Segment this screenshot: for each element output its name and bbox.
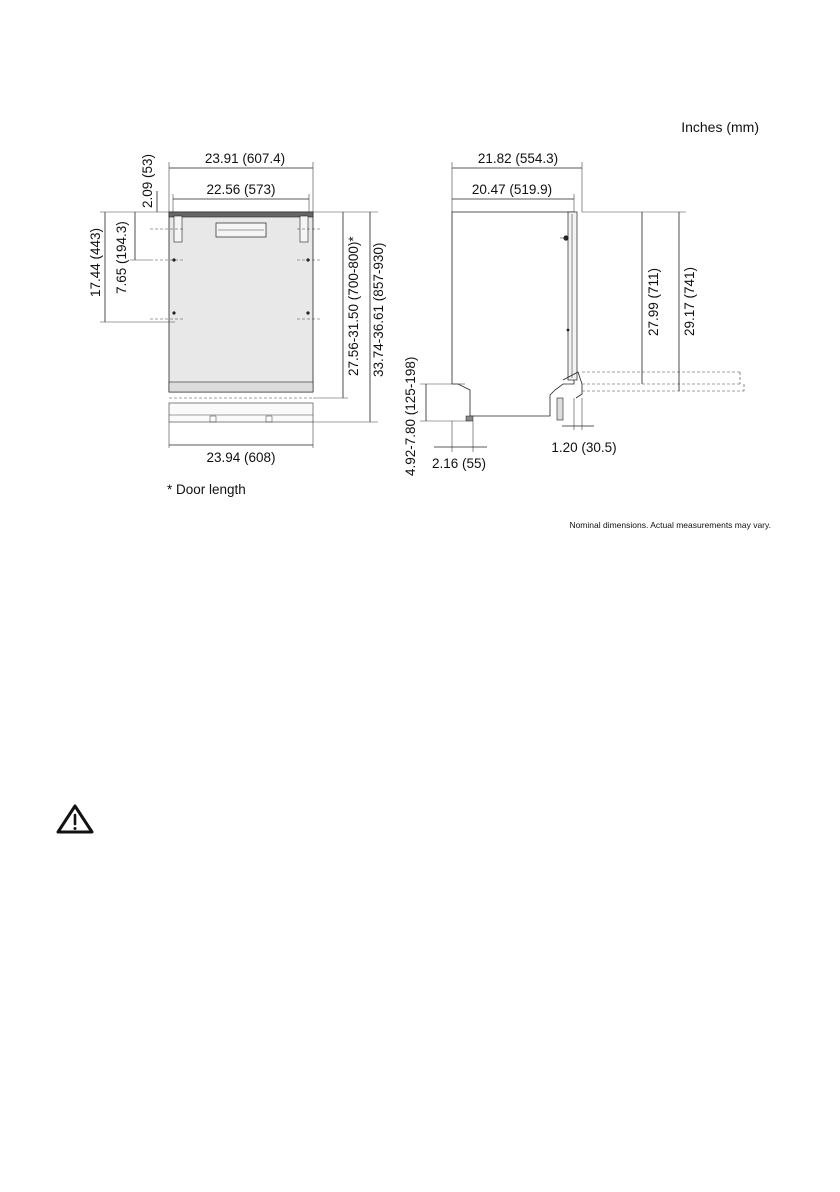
warning-triangle-icon: [58, 806, 92, 832]
front-bottom-width: 23.94 (608): [206, 450, 276, 465]
side-overall-depth: 21.82 (554.3): [477, 151, 559, 166]
units-label: Inches (mm): [681, 119, 759, 135]
front-mount-height-outer: 17.44 (443): [88, 227, 103, 297]
side-toe-height: 4.92-7.80 (125-198): [403, 356, 418, 476]
front-mount-height-inner: 7.65 (194.3): [114, 221, 129, 294]
side-body-depth: 20.47 (519.9): [471, 182, 553, 197]
front-overall-width: 23.91 (607.4): [204, 151, 286, 166]
side-height-b: 29.17 (741): [682, 266, 697, 336]
front-door-length: 27.56-31.50 (700-800)*: [346, 236, 361, 376]
side-door-edge: [568, 212, 577, 380]
front-top-offset: 2.09 (53): [140, 153, 155, 208]
side-view: [403, 151, 744, 476]
door-length-footnote: * Door length: [167, 482, 246, 497]
side-height-a: 27.99 (711): [646, 267, 661, 336]
front-total-height: 33.74-36.61 (857-930): [371, 242, 386, 377]
disclaimer: Nominal dimensions. Actual measurements may vary.: [569, 520, 771, 530]
side-toe-depth: 2.16 (55): [431, 456, 487, 471]
front-door-panel: [169, 212, 313, 392]
front-inner-width: 22.56 (573): [206, 182, 276, 197]
front-view: [88, 151, 386, 497]
side-door-offset: 1.20 (30.5): [551, 440, 617, 455]
side-body-outline: [452, 212, 574, 416]
